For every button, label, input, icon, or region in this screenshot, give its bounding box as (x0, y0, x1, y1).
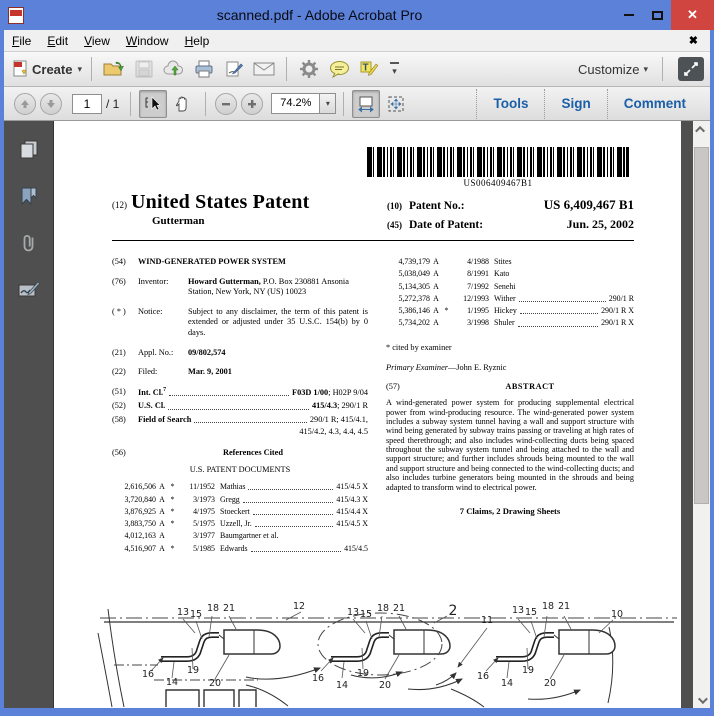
menu-item-edit[interactable]: Edit (47, 33, 69, 48)
comment-bubble-button[interactable] (325, 55, 353, 83)
window-title: scanned.pdf - Adobe Acrobat Pro (216, 7, 423, 23)
figure-ref-numeral: 21 (392, 603, 406, 614)
chevron-down-icon: ▾ (643, 63, 648, 74)
patent-figure (96, 589, 681, 708)
figure-ref-numeral: 2 (448, 603, 458, 619)
menu-item-file[interactable]: File (12, 33, 32, 48)
citation-row: 4,012,163 A 3/1977 Baumgartner et al. (124, 531, 279, 541)
cited-by-examiner-note: * cited by examiner (386, 342, 452, 352)
field-10-tag: (10) (387, 201, 402, 211)
citation-row: 5,134,305 A 7/1992 Senehi (398, 281, 516, 291)
citation-row: 2,616,506 A * 11/1952 Mathias 415/4.5 X (124, 482, 368, 492)
fit-page-icon (387, 95, 405, 113)
figure-ref-numeral: 21 (222, 603, 236, 614)
chevron-down-icon: ▾ (77, 63, 82, 74)
menu-item-help[interactable]: Help (184, 33, 210, 48)
date-label: Date of Patent: (409, 219, 484, 231)
us-cl-value: 415/4.3; 290/1 R (311, 401, 368, 411)
acrobat-icon (8, 7, 24, 24)
figure-ref-numeral: 14 (500, 678, 514, 689)
save-icon (135, 60, 153, 78)
claims-line: 7 Claims, 2 Drawing Sheets (459, 505, 561, 516)
field-56-tag: (56) (112, 448, 126, 458)
arrow-up-icon (20, 99, 30, 109)
menu-bar (4, 30, 710, 52)
print-button[interactable] (190, 55, 218, 83)
create-label: Create (32, 61, 73, 77)
inventor-name: Howard Gutterman, (188, 276, 261, 286)
save-button[interactable] (130, 55, 158, 83)
scrollbar-thumb[interactable] (694, 147, 709, 504)
citations-right-table (386, 257, 634, 329)
select-tool-button[interactable] (139, 90, 167, 118)
field-of-search-value: 290/1 R; 415/4.1, (309, 414, 368, 424)
tools-panel-button[interactable]: Tools (493, 96, 529, 111)
field-76-tag: (76) (112, 276, 126, 286)
figure-ref-numeral: 14 (165, 677, 179, 688)
int-cl-value: F03D 1/00; H02P 9/04 (292, 387, 368, 397)
references-cited-heading: References Cited (223, 448, 283, 458)
citation-row: 3,876,925 A * 4/1975 Stoeckert 415/4.4 X (124, 506, 368, 516)
figure-ref-numeral: 16 (311, 673, 325, 684)
field-of-search-value-2: 415/4.2, 4.3, 4.4, 4.5 (299, 427, 368, 437)
speech-bubble-icon (329, 60, 350, 78)
figure-ref-numeral: 18 (541, 601, 555, 612)
barcode-number: US006409467B1 (463, 178, 533, 188)
patent-no-label: Patent No.: (409, 200, 465, 212)
figure-ref-numeral: 19 (186, 665, 200, 676)
appl-no-value: 09/802,574 (188, 347, 226, 357)
zoom-in-button[interactable] (241, 93, 263, 115)
field-57-tag: (57) (386, 381, 400, 391)
page-number-input[interactable]: 1 (72, 94, 102, 114)
biblio-column (112, 257, 368, 556)
zoom-level-input[interactable]: 74.2% (271, 93, 319, 114)
patent-header-right (387, 197, 634, 236)
highlighter-icon (359, 60, 379, 78)
customize-button[interactable] (568, 55, 654, 83)
select-cursor-icon (144, 95, 162, 113)
figure-ref-numeral: 15 (359, 609, 373, 620)
figure-ref-numeral: 16 (476, 671, 490, 682)
field-21-tag: (21) (112, 347, 126, 357)
envelope-icon (253, 61, 275, 77)
invention-title: WIND-GENERATED POWER SYSTEM (138, 257, 286, 266)
arrow-down-icon (46, 99, 56, 109)
barcode-image (367, 147, 629, 177)
customize-label: Customize (578, 61, 640, 77)
us-patent-documents-heading: U.S. PATENT DOCUMENTS (189, 464, 291, 474)
figure-ref-numeral: 21 (557, 601, 571, 612)
inventor-address: P.O. Box 230881 Ansonia Station, New York, NY (US) 10023 (188, 276, 349, 297)
svg-text:T: T (362, 62, 369, 74)
citation-row: 3,720,840 A * 3/1973 Gregg 415/4.3 X (124, 494, 368, 504)
field-58-tag: (58) (112, 414, 126, 424)
previous-page-button[interactable] (14, 93, 36, 115)
fit-page-button[interactable] (382, 90, 410, 118)
maximize-button[interactable] (643, 0, 671, 30)
figure-ref-numeral: 18 (206, 603, 220, 614)
plus-icon (247, 99, 257, 109)
open-folder-icon (103, 60, 125, 78)
field-52-tag: (52) (112, 401, 126, 411)
fit-width-icon (357, 95, 375, 113)
figure-ref-numeral: 16 (141, 669, 155, 680)
citations-left-table (112, 482, 368, 554)
gear-icon (299, 59, 319, 79)
scroll-up-button[interactable] (693, 121, 710, 137)
abstract-column (386, 257, 634, 517)
page-navigation-toolbar (4, 87, 710, 121)
scroll-down-button[interactable] (693, 692, 710, 708)
cloud-upload-icon (163, 60, 185, 78)
comment-panel-button[interactable]: Comment (623, 96, 686, 111)
patent-author: Gutterman (152, 215, 205, 227)
canvas-background (681, 121, 693, 708)
document-area (4, 121, 710, 708)
figure-ref-numeral: 13 (346, 607, 360, 618)
int-cl-label: Int. Cl.$^7$ (138, 386, 167, 397)
upload-cloud-button[interactable] (160, 55, 188, 83)
field-54-tag: (54) (112, 257, 126, 266)
preferences-button[interactable] (295, 55, 323, 83)
citation-row: 4,739,179 A 4/1988 Stites (398, 257, 512, 266)
expand-arrows-icon (683, 61, 699, 77)
figure-ref-numeral: 19 (356, 668, 370, 679)
create-button[interactable] (11, 55, 83, 83)
field-22-tag: (22) (112, 367, 126, 377)
patent-no-value: US 6,409,467 B1 (543, 197, 634, 212)
figure-ref-numeral: 15 (524, 607, 538, 618)
hand-tool-button[interactable] (169, 90, 197, 118)
us-cl-label: U.S. Cl. (138, 401, 166, 411)
figure-ref-numeral: 20 (378, 680, 392, 691)
primary-examiner-line: Primary Examiner—John E. Ryznic (386, 363, 507, 373)
citation-row: 3,883,750 A * 5/1975 Uzzell, Jr. 415/4.5 X (124, 519, 368, 529)
close-document-icon[interactable]: ✖ (688, 35, 698, 47)
header-rule (112, 240, 634, 241)
sign-document-button[interactable] (220, 55, 248, 83)
email-button[interactable] (250, 55, 278, 83)
notice-text: Subject to any disclaimer, the term of this patent is extended or adjusted under 35 U.S.C. 154(b) by 0 days. (188, 306, 368, 338)
zoom-out-button[interactable] (215, 93, 237, 115)
appl-no-label: Appl. No.: (138, 347, 174, 357)
abstract-text: A wind-generated power system for producing supplemental electrical power from wind-producing resource. The wind-generated power system includes a subway system tunnel having a wall and support structure with wind being generated by subway trains passing or traveling at high rates of speed therethrough; and also includes wind-collecting ducts being spaced throughout the subway system tunnel and being attached to the wall and support structure; and further includes shrouds being mounted to the wall and support structure and being connected to the wind-collecting ducts; and also includes turbine generators being mounted in the shrouds and being adapted to transform wind to electrical power. (386, 398, 634, 492)
main-toolbar (4, 52, 710, 87)
field-45-tag: (45) (387, 220, 402, 230)
citation-row: 5,038,049 A 8/1991 Kato (398, 269, 510, 279)
bookmarks-icon[interactable] (17, 184, 41, 208)
barcode-block (367, 147, 629, 188)
create-pdf-icon (12, 60, 28, 78)
figure-ref-numeral: 20 (543, 678, 557, 689)
filed-value: Mar. 9, 2001 (188, 367, 232, 377)
sign-page-icon (225, 60, 243, 78)
pdf-page[interactable] (54, 121, 681, 708)
menu-item-view[interactable]: View (84, 33, 110, 48)
page-count-label: / 1 (106, 96, 120, 111)
signatures-icon[interactable] (17, 278, 41, 302)
attachments-icon[interactable] (17, 231, 41, 255)
citation-row: 5,386,146 A * 1/1995 Hickey 290/1 R X (398, 306, 634, 316)
figure-ref-numeral: 19 (521, 665, 535, 676)
hand-icon (174, 95, 192, 113)
next-page-button[interactable] (40, 93, 62, 115)
abstract-heading: ABSTRACT (505, 381, 555, 391)
figure-ref-numeral: 20 (208, 678, 222, 689)
close-button[interactable]: ✕ (671, 0, 714, 30)
toolbar-overflow-button[interactable] (390, 62, 399, 77)
fullscreen-button[interactable] (678, 57, 704, 81)
chevron-down-icon: ▾ (392, 65, 397, 76)
title-bar (0, 0, 714, 30)
field-51-tag: (51) (112, 386, 126, 396)
notice-tag: ( * ) (112, 306, 126, 316)
menu-item-window[interactable]: Window (125, 33, 169, 48)
inventor-label: Inventor: (138, 276, 169, 286)
scrolling-mode-button[interactable] (352, 90, 380, 118)
patent-header-left (112, 191, 309, 227)
patent-title: United States Patent (131, 191, 310, 213)
citation-row: 5,272,378 A 12/1993 Wither 290/1 R (398, 293, 634, 303)
field-12-tag: (12) (112, 200, 127, 210)
minimize-button[interactable] (615, 0, 643, 30)
figure-ref-numeral: 18 (376, 603, 390, 614)
date-value: Jun. 25, 2002 (566, 217, 634, 231)
printer-icon (194, 60, 214, 78)
vertical-scrollbar[interactable] (693, 121, 710, 708)
figure-ref-numeral: 10 (610, 609, 624, 620)
figure-ref-numeral: 11 (480, 615, 494, 626)
field-of-search-label: Field of Search (138, 414, 192, 424)
figure-ref-numeral: 13 (511, 605, 525, 616)
notice-label: Notice: (138, 306, 163, 316)
figure-ref-numeral: 12 (292, 601, 306, 612)
figure-ref-numeral: 15 (189, 609, 203, 620)
sign-panel-button[interactable]: Sign (561, 96, 591, 111)
figure-ref-numeral: 14 (335, 680, 349, 691)
citation-row: 4,516,907 A * 5/1985 Edwards 415/4.5 (124, 543, 368, 553)
citation-row: 5,734,202 A 3/1998 Shuler 290/1 R X (398, 318, 634, 328)
minus-icon (221, 99, 231, 109)
figure-ref-numeral: 13 (176, 607, 190, 618)
zoom-dropdown-button[interactable]: ▾ (319, 93, 336, 114)
open-button[interactable] (100, 55, 128, 83)
highlight-text-button[interactable] (355, 55, 383, 83)
filed-label: Filed: (138, 367, 158, 377)
page-thumbnails-icon[interactable] (17, 137, 41, 161)
navigation-pane (4, 121, 54, 708)
